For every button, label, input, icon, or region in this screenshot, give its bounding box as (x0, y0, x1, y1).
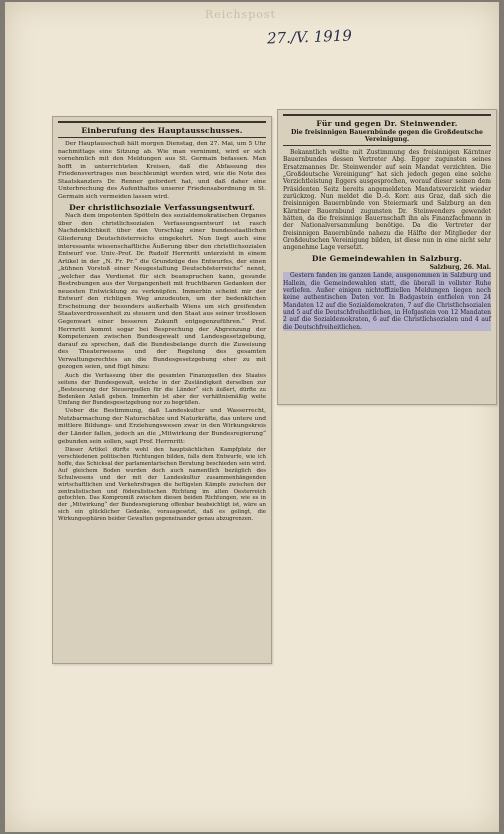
newspaper-stamp: Reichspost (205, 8, 276, 21)
divider (58, 137, 266, 138)
left-body-paragraph-1: Nach dem impotenten Spötteln des sozialdemokratischen Organes über den christlichsozialen Verfassungsentwurf ist rasch Nachdenklichkeit über den Vorschlag einer bundesstaatlichen Gliederung Deutschösterreichs eingekehrt. Nun liegt auch eine interessante wissenschaftliche Äußerung über den christlichsozialen Entwurf vor. Univ.-Prof. Dr. Rudolf Herrnritt unterzieht in einem Artikel in der „N. Fr. Pr.“ die Grundzüge des Entwurfes, der einen „kühnen Vorstoß einer Neugestaltung Deutschösterreichs“ nennt, „welcher das Verdienst für sich beanspruchen kann, gesunde Bestrebungen aus der Vergangenheit mit fruchtbaren Gedanken der neuesten Entwicklung zu verknüpfen. Immerhin scheint mir der Entwurf den richtigen Weg anzudeuten, um der bedenklichen Erscheinung der besonders außerhalb Wiens um sich greifenden Staatsverdrossenheit zu steuern und den Staat aus seiner trostlosen Gegenwart einer besseren Zukunft entgegenzuführen.“ Prof. Herrnritt kommt sogar bei Besprechung der Abgrenzung der Kompetenzen zwischen Bundesgewalt und Landesgesetzgebung, darauf zu sprechen, daß die Bundesbelange durch die Zuweisung des Theaterwesens und der Regelung des gesamten Verwaltungsrechtes an die Bundesgesetzgebung eher zu mit gezogen seien, und fügt hinzu: (58, 213, 266, 371)
right-subheading: Die freisinnigen Bauernbünde gegen die Großdeutsche Vereinigung. (291, 129, 483, 143)
top-rule (283, 114, 491, 116)
right-heading: Für und gegen Dr. Steinwender. (316, 119, 458, 128)
left-subheading: Der christlichsoziale Verfassungsentwurf. (69, 203, 255, 213)
left-clipping (52, 116, 272, 664)
divider (283, 145, 491, 146)
top-rule (58, 121, 266, 123)
left-body-paragraph-2: Ueber die Bestimmung, daß Landeskultur und Wasserrecht, Nutzbarmachung der Naturschätze und Naturkräfte, das untere und mittlere Bildungs- und Erziehungswesen zwar in den Wirkungskreis der Länder fallen, jedoch an die „Mitwirkung der Bundesregierung“ gebunden sein sollen, sagt Prof. Herrnritt: (58, 408, 266, 445)
handwritten-date: 27./V. 1919 (266, 26, 353, 48)
right-section2-heading: Die Gemeindewahlen in Salzburg. (311, 253, 463, 263)
left-intro-paragraph: Der Hauptausschuß hält morgen Dienstag, den 27. Mai, um 5 Uhr nachmittags eine Sitzung ab. Wie man vernimmt, wird er sich vornehmlich mit den Meldungen aus St. Germain befassen. Man hofft in unterrichteten Kreisen, daß die Abfassung des Friedensvertrages nun beschleunigt werden wird, wie die Note des Staatskanzlers Dr. Renner gefordert hat, und daß daher eine Unterbrechung des Aufenthaltes unserer Friedensabordnung in St. Germain sich vermeiden lassen wird. (58, 141, 266, 200)
right-paragraph-1: Bekanntlich wollte mit Zustimmung des freisinnigen Kärntner Bauernbundes dessen Vertreter Abg. Egger zugunsten seines Ersatzmannes Dr. Steinwender auf sein Mandat verzichten. Die „Großdeutsche Vereinigung“ hat sich jedoch gegen eine solche Verzichtleistung Eggers ausgesprochen, worauf dieser seinen dem Präsidenten Seitz bereits angemeldeten Mandatsverzicht wieder zurückzog. Nun meldet die D.-ö. Korr. aus Graz, daß sich die freisinnigen Bauernbünde von Steiermark und Salzburg an den Kärntner Bauernbund zugunsten Dr. Steinwenders gewendet hätten, da die freisinnige Bauernschaft ihn als Finanzfachmann in der Nationalversammlung benötige. Da die Vertreter der freisinnigen Bauernbünde nahezu die Hälfte der Mitglieder der Großdeutschen Vereinigung bilden, ist diese nun in eine nicht sehr angenehme Lage versetzt. (283, 149, 491, 252)
right-clipping (277, 109, 497, 405)
left-body-quote-2: Dieser Artikel dürfte wohl den hauptsächlichen Kampfplatz der verschiedenen politischen Richtungen bilden, falls dem Entwurfe, wie ich hoffe, das Schicksal der parlamentarischen Beratung beschieden sein wird. Auf gleichem Boden wurden doch auch namentlich bezüglich des Schulwesens und der mit der Landeskultur zusammenhängenden wirtschaftlichen und Verkehrsfragen die heftigsten Kämpfe zwischen der zentralistischen und föderalistischen Richtung im alten Oesterreich gefochten. Das Kompromiß zwischen diesen beiden Richtungen, wie es in der „Mitwirkung“ der Bundesregierung offenbar beabsichtigt ist, wäre an sich ein glücklicher Gedanke, vorausgesetzt, daß es gelingt, die Wirkungssphären beider Gewalten gegeneinander genau abzugrenzen. (58, 447, 266, 523)
left-body-quote-1: Auch die Verfassung über die gesamten Finanzquellen des Staates seitens der Bundesgewalt, welche in der Zuständigkeit derselben zur „Besteuerung der Steuerquellen für die Länder“ sich äußert, dürfte zu Bedenken Anlaß geben. Immerhin ist aber der verhältnismäßig weite Umfang der Bundesgesetzgebung nur zu begrüßen. (58, 372, 266, 407)
dateline: Salzburg, 26. Mai. (429, 263, 491, 271)
right-section2-paragraph: Gestern fanden im ganzen Lande, ausgenommen in Salzburg und Hallein, die Gemeindewahlen statt, die überall in vollster Ruhe verliefen. Außer einigen nichtoffiziellen Meldungen liegen noch keine authentischen Daten vor. In Badgastein entfielen von 24 Mandaten 12 auf die Sozialdemokraten, 7 auf die Christlichsozialen und 5 auf die Deutschfreiheitlichen, in Hofgastein von 12 Mandaten 2 auf die Sozialdemokraten, 6 auf die Christlichsozialen und 4 auf die Deutschfreiheitlichen. (283, 272, 491, 331)
left-heading: Einberufung des Hauptausschusses. (81, 126, 243, 135)
